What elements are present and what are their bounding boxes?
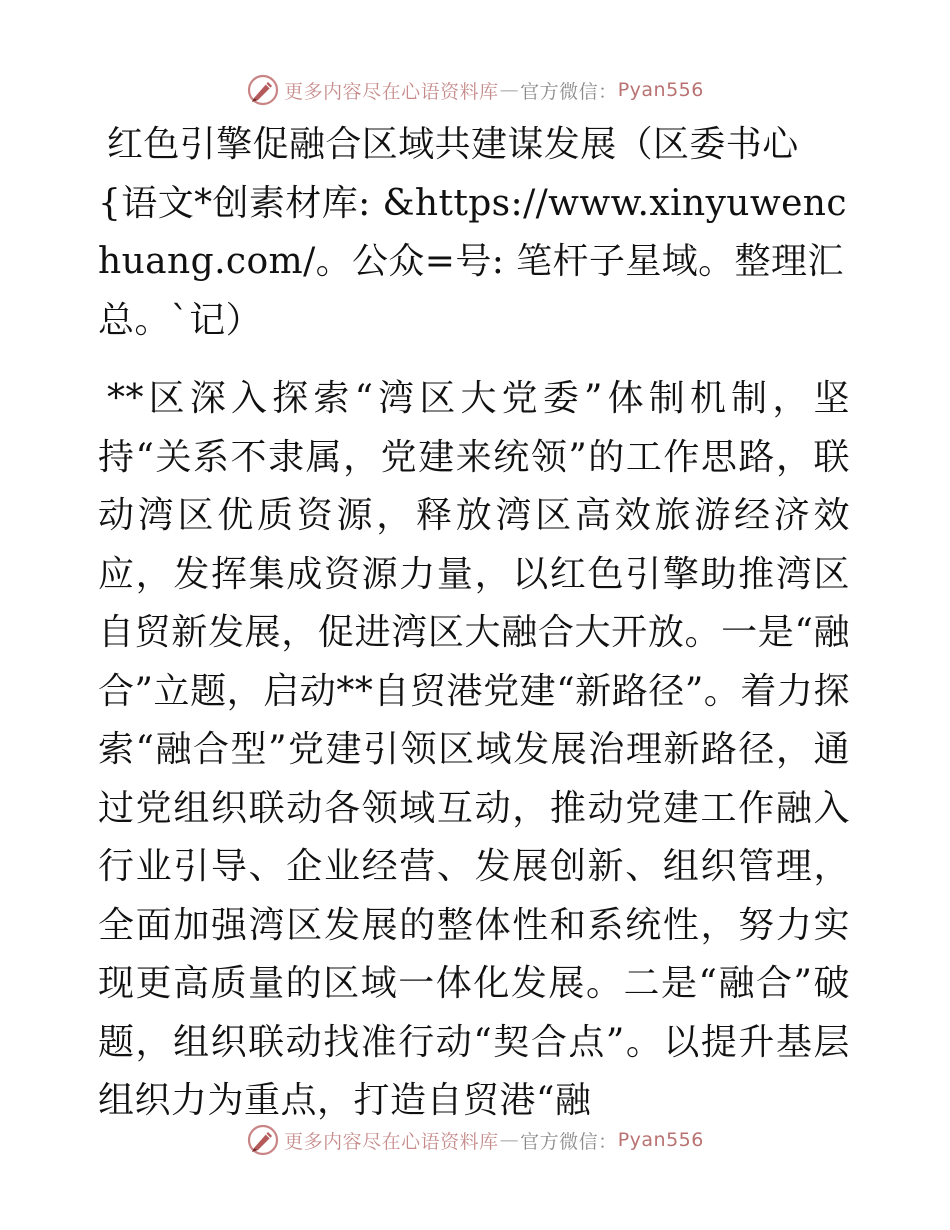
document-body-paragraph: **区深入探索“湾区大党委”体制机制，坚持“关系不隶属，党建来统领”的工作思路，联动湾区优质资源，释放湾区高效旅游经济效应，发挥集成资源力量，以红色引擎助推湾区自贸新发展，促进湾区大融合大开放。一是“融合”立题，启动**自贸港党建“新路径”。着力探索“融合型”党建引领区域发展治理新路径，通过党组织联动各领域互动，推动党建工作融入行业引导、企业经营、发展创新、组织管理，全面加强湾区发展的整体性和系统性，努力实现更高质量的区域一体化发展。二是“融合”破题，组织联动找准行动“契合点”。以提升基层组织力为重点，打造自贸港“融	[98, 378, 850, 1121]
watermark-dash: —	[499, 79, 520, 101]
watermark-header	[0, 70, 950, 110]
watermark-official-label: 官方微信：	[520, 1130, 618, 1153]
watermark-main-text: 更多内容尽在心语资料库	[284, 1130, 499, 1153]
watermark-main-text: 更多内容尽在心语资料库	[284, 80, 499, 103]
watermark-footer	[0, 1120, 950, 1160]
pen-logo-icon	[246, 73, 280, 107]
pen-logo-icon	[246, 1123, 280, 1157]
watermark-wechat-id: Pyan556	[617, 1129, 704, 1151]
document-title: 红色引擎促融合区域共建谋发展（区委书心{语文*创素材库: &https://www.xinyuwenchuang.com/。公众=号: 笔杆子星域。整理汇总。`记）	[98, 124, 847, 341]
watermark-wechat-id: Pyan556	[617, 79, 704, 101]
watermark-official-label: 官方微信：	[520, 80, 618, 103]
watermark-dash: —	[499, 1129, 520, 1151]
